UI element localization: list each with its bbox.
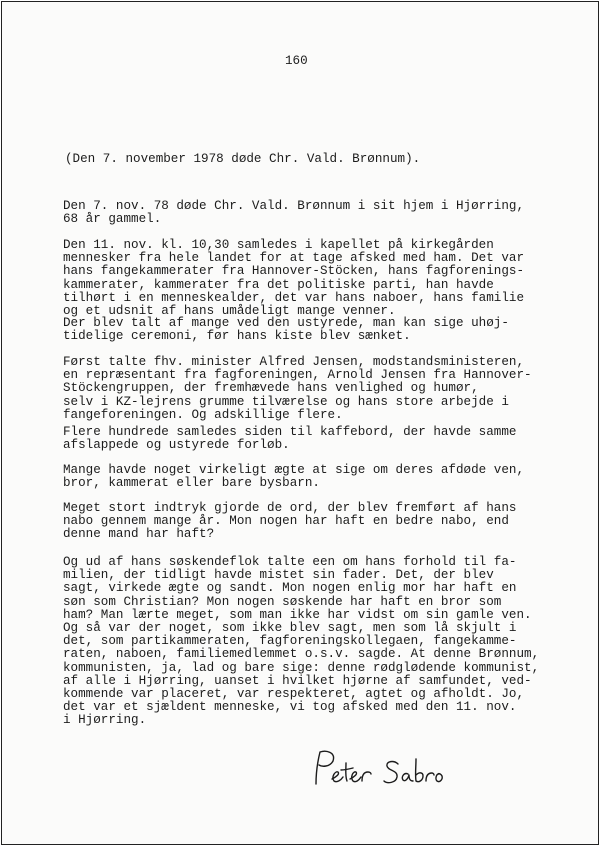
page-number: 160 <box>285 54 308 68</box>
document-page <box>1 1 599 845</box>
paragraph-8: Og ud af hans søskendeflok talte een om hans forhold til fa- milien, der tidligt havde mistet sin fader. Det, der blev sagt, virkede ægte og sandt. Mon nogen enlig mor har haft en søn som Christian? Mon nogen søskende har haft en bror som ham? Man lærte meget, som man ikke har vidst om sin gamle ven. <box>63 555 532 622</box>
paragraph-2: Den 11. nov. kl. 10,30 samledes i kapellet på kirkegården mennesker fra hele landet for at tage afsked med ham. Det var hans fangekammerater fra Hannover-Stöcken, hans fagforenings- kammerater, kammerater fra det politiske parti, han havde tilhørt i en menneskealder, det var hans naboer, hans familie og et udsnit af hans umådeligt mange venner. <box>63 238 525 319</box>
paragraph-7: Meget stort indtryk gjorde de ord, der blev fremført af hans nabo gennem mange år. Mon nogen har haft en bedre nabo, end denne mand har haft? <box>63 501 517 542</box>
paragraph-6: Mange havde noget virkeligt ægte at sige om deres afdøde ven, bror, kammerat eller bare bysbarn. <box>63 463 525 491</box>
paragraph-5: Flere hundrede samledes siden til kaffebord, der havde samme afslappede og ustyrede forløb. <box>63 425 517 453</box>
paragraph-9: Og så var der noget, som ikke blev sagt, men som lå skjult i det, som partikammeraten, fagforeningskollegaen, fangekamme- raten, naboen, familiemedlemmet o.s.v. sagde. At denne Brønnum, kommunisten, ja, lad og bare sige: denne rødglødende kommunist, af alle i Hjørring, uanset i hvilket hjørne af samfundet, ved- kommende var placeret, var respekteret, agtet og afholdt. Jo, det var et sjældent menneske, vi tog afsked med den 11. nov. i Hjørring. <box>63 621 540 728</box>
paragraph-4: Først talte fhv. minister Alfred Jensen, modstandsministeren, en repræsentant fra fagforeningen, Arnold Jensen fra Hannover- Stöckengruppen, der fremhævede hans venlighed og humør, selv i KZ-lejrens grumme tilværelse og hans store arbejde i fangeforeningen. Og adskillige flere. <box>63 355 532 422</box>
paragraph-3: Der blev talt af mange ved den ustyrede, man kan sige uhøj- tidelige ceremoni, før hans kiste blev sænket. <box>63 316 509 344</box>
signature-drawing <box>302 744 452 798</box>
handwritten-signature <box>302 744 452 798</box>
document-heading: (Den 7. november 1978 døde Chr. Vald. Brønnum). <box>65 152 421 166</box>
paragraph-1: Den 7. nov. 78 døde Chr. Vald. Brønnum i sit hjem i Hjørring, 68 år gammel. <box>63 199 525 227</box>
